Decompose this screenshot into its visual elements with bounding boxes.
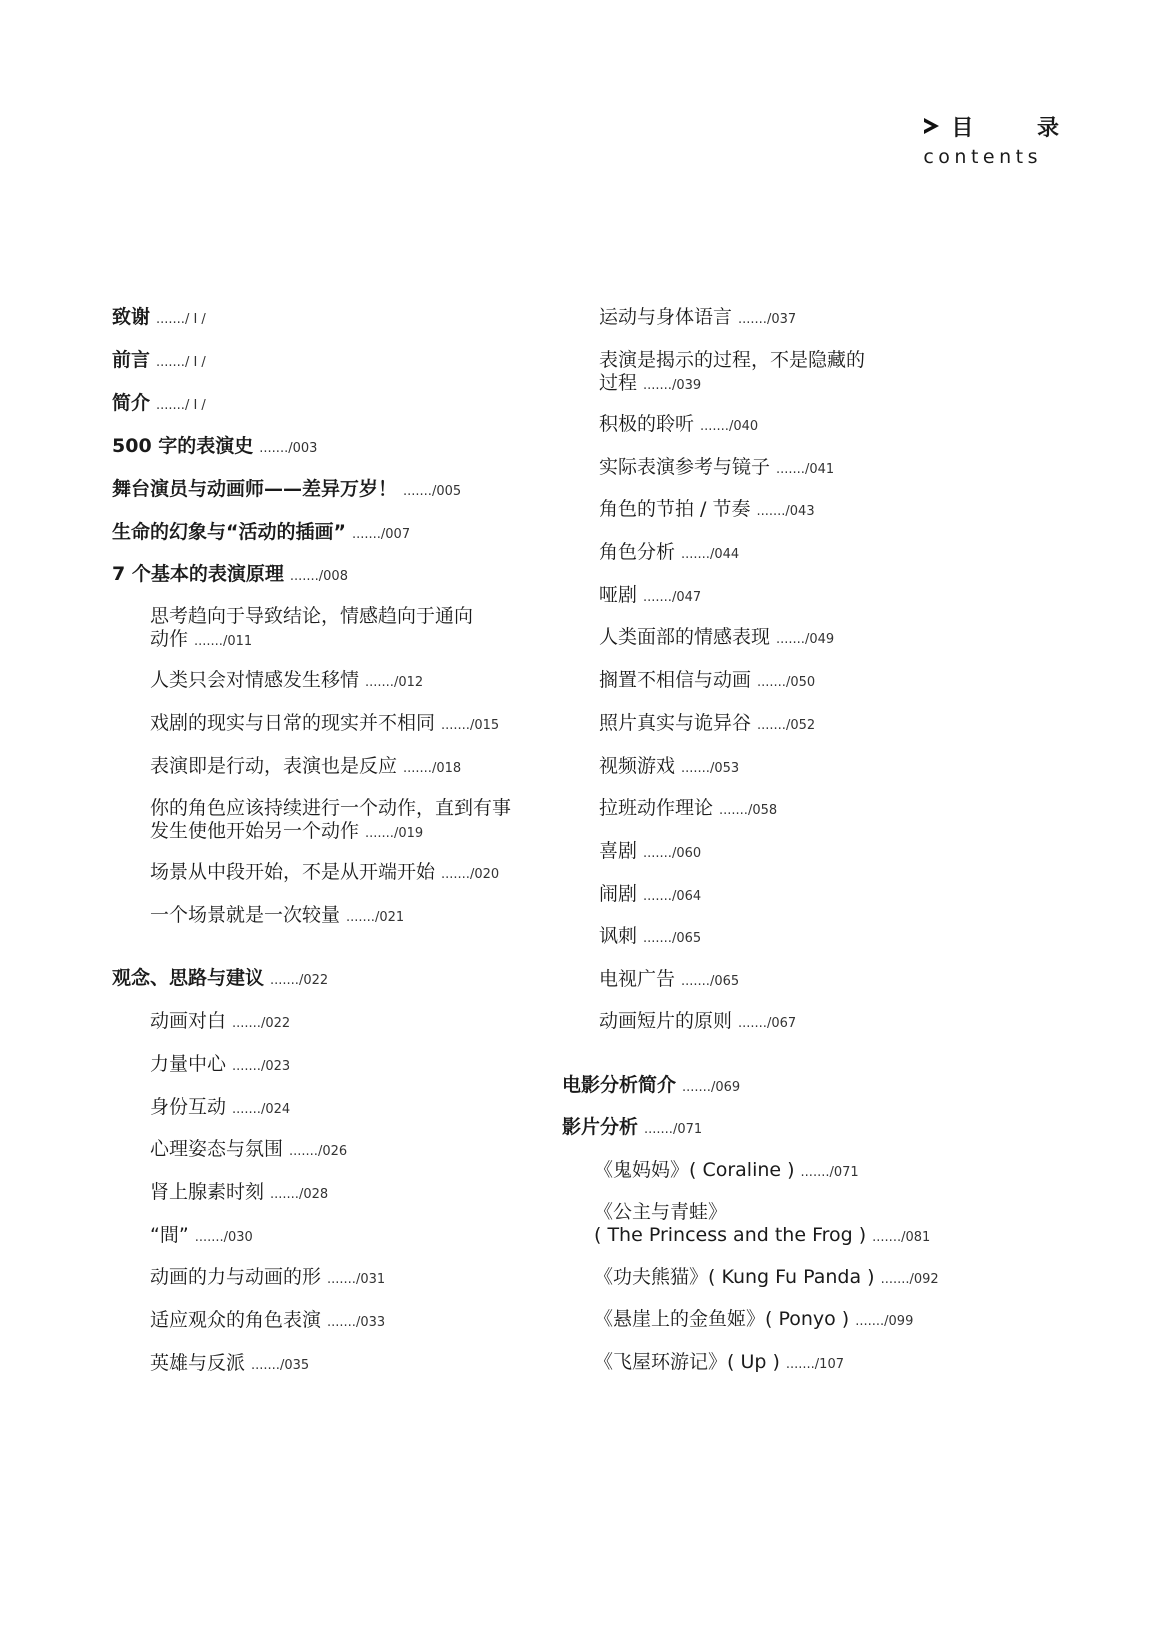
- toc-entry-page: ......./031: [327, 1272, 386, 1287]
- chevron-right-icon: [921, 115, 943, 137]
- toc-entry[interactable]: [150, 1352, 309, 1377]
- toc-entry[interactable]: [150, 755, 461, 780]
- toc-entry-page: ......./047: [643, 590, 702, 605]
- toc-entry[interactable]: [150, 605, 473, 653]
- toc-entry-title: 人类面部的情感表现: [599, 626, 771, 648]
- toc-entry-page: ......./039: [643, 378, 702, 393]
- toc-entry-page: ......./065: [643, 931, 702, 946]
- toc-entry-page: ......./044: [681, 547, 740, 562]
- toc-entry-page: ......./069: [682, 1080, 741, 1095]
- toc-entry[interactable]: [150, 1224, 253, 1249]
- toc-entry[interactable]: [599, 1010, 796, 1035]
- toc-entry[interactable]: [150, 669, 423, 694]
- toc-entry-title: 力量中心: [150, 1053, 227, 1075]
- toc-entry[interactable]: [150, 1266, 385, 1291]
- toc-entry-title: 照片真实与诡异谷: [599, 712, 752, 734]
- toc-entry[interactable]: [599, 456, 834, 481]
- toc-entry-page: ......./065: [681, 974, 740, 989]
- toc-entry[interactable]: [599, 840, 701, 865]
- toc-entry-page: ......./015: [441, 718, 500, 733]
- toc-entry[interactable]: [112, 967, 328, 992]
- toc-entry-title: 简介: [112, 392, 151, 414]
- toc-entry-title: 英雄与反派: [150, 1352, 246, 1374]
- toc-entry-title: 《飞屋环游记》( Up ): [594, 1351, 780, 1373]
- toc-entry-title: 《悬崖上的金鱼姬》( Ponyo ): [594, 1308, 850, 1330]
- toc-entry-title: 拉班动作理论: [599, 797, 714, 819]
- toc-entry[interactable]: [599, 541, 739, 566]
- toc-entry-title: 身份互动: [150, 1096, 227, 1118]
- toc-entry-title: 哑剧: [599, 584, 638, 606]
- toc-entry[interactable]: [599, 626, 834, 651]
- toc-entry-page: ......./020: [441, 867, 500, 882]
- toc-entry-title: 肾上腺素时刻: [150, 1181, 265, 1203]
- toc-entry[interactable]: [594, 1308, 913, 1333]
- toc-entry[interactable]: [150, 861, 499, 886]
- toc-entry-page: ......./ Ⅰ /: [156, 355, 206, 370]
- toc-entry-page: ......./030: [194, 1230, 253, 1245]
- toc-entry-title: 角色分析: [599, 541, 676, 563]
- toc-subtitle: contents: [923, 146, 1042, 168]
- toc-entry-page: ......./018: [403, 761, 462, 776]
- toc-entry-page: ......./092: [880, 1272, 939, 1287]
- toc-entry-title: 表演即是行动，表演也是反应: [150, 755, 398, 777]
- toc-entry-title-cont: ( The Princess and the Frog ): [594, 1224, 867, 1246]
- toc-entry[interactable]: [594, 1201, 930, 1249]
- toc-entry-page: ......./060: [643, 846, 702, 861]
- toc-entry-title: 适应观众的角色表演: [150, 1309, 322, 1331]
- toc-entry-page: ......./005: [403, 484, 462, 499]
- toc-entry[interactable]: [599, 712, 815, 737]
- toc-entry-page: ......./021: [346, 910, 405, 925]
- toc-title: 目 录: [951, 115, 1087, 141]
- toc-entry-title: 一个场景就是一次较量: [150, 904, 341, 926]
- toc-entry[interactable]: [599, 968, 739, 993]
- toc-entry-title: 积极的聆听: [599, 413, 695, 435]
- toc-entry[interactable]: [599, 349, 865, 397]
- toc-entry[interactable]: [599, 669, 815, 694]
- toc-entry[interactable]: [599, 413, 758, 438]
- toc-entry-page: ......./040: [700, 419, 759, 434]
- toc-entry-title: 舞台演员与动画师——差异万岁！: [112, 478, 398, 500]
- toc-entry-title: 思考趋向于导致结论，情感趋向于通向: [150, 605, 474, 627]
- toc-entry-title: 致谢: [112, 306, 151, 328]
- toc-entry[interactable]: [594, 1266, 939, 1291]
- toc-entry-page: ......./035: [251, 1358, 310, 1373]
- toc-entry-page: ......./022: [232, 1016, 291, 1031]
- toc-entry-title: 生命的幻象与“活动的插画”: [112, 521, 346, 543]
- toc-entry[interactable]: [150, 1053, 290, 1078]
- toc-entry-page: ......./019: [365, 826, 424, 841]
- toc-entry-title: 喜剧: [599, 840, 638, 862]
- toc-entry-page: ......./028: [270, 1187, 329, 1202]
- toc-entry[interactable]: [112, 521, 410, 546]
- toc-header: [921, 112, 1087, 168]
- toc-entry[interactable]: [150, 1181, 328, 1206]
- toc-entry-page: ......./049: [776, 632, 835, 647]
- toc-entry[interactable]: [150, 797, 511, 845]
- toc-entry-title: 动画的力与动画的形: [150, 1266, 322, 1288]
- toc-entry-title: 影片分析: [562, 1116, 639, 1138]
- toc-entry[interactable]: [562, 1074, 740, 1099]
- toc-entry-page: ......./003: [259, 441, 318, 456]
- toc-entry[interactable]: [150, 1309, 385, 1334]
- toc-entry[interactable]: [150, 1096, 290, 1121]
- toc-entry[interactable]: [150, 904, 404, 929]
- toc-entry-page: ......./064: [643, 889, 702, 904]
- toc-entry-page: ......./071: [800, 1165, 859, 1180]
- toc-entry[interactable]: [112, 392, 206, 417]
- toc-entry-title: 心理姿态与氛围: [150, 1138, 284, 1160]
- toc-entry-title: 场景从中段开始，不是从开端开始: [150, 861, 436, 883]
- toc-entry-page: ......./071: [644, 1122, 703, 1137]
- toc-title-row: [921, 112, 1087, 140]
- toc-entry-title: 你的角色应该持续进行一个动作，直到有事: [150, 797, 512, 819]
- toc-entry-page: ......./033: [327, 1315, 386, 1330]
- toc-entry[interactable]: [112, 563, 348, 588]
- toc-entry-title: 讽刺: [599, 925, 638, 947]
- toc-entry-title: 角色的节拍 / 节奏: [599, 498, 751, 520]
- toc-entry-page: ......./043: [756, 504, 815, 519]
- toc-entry-title: 《公主与青蛙》: [594, 1201, 728, 1223]
- toc-entry-page: ......./012: [365, 675, 424, 690]
- toc-entry[interactable]: [599, 925, 701, 950]
- toc-entry-page: ......./ Ⅰ /: [156, 398, 206, 413]
- toc-entry-title: 运动与身体语言: [599, 306, 733, 328]
- toc-entry[interactable]: [594, 1351, 844, 1376]
- toc-entry[interactable]: [112, 435, 317, 460]
- toc-entry[interactable]: [112, 349, 206, 374]
- toc-entry-page: ......./023: [232, 1059, 291, 1074]
- toc-entry[interactable]: [599, 755, 739, 780]
- toc-entry-title: 7 个基本的表演原理: [112, 563, 284, 585]
- toc-entry[interactable]: [150, 1010, 290, 1035]
- toc-entry-page: ......./007: [351, 527, 411, 542]
- toc-entry-title: 搁置不相信与动画: [599, 669, 752, 691]
- toc-entry-page: ......./022: [270, 973, 329, 988]
- toc-entry-title-cont: 过程: [599, 372, 638, 394]
- toc-entry-title: 戏剧的现实与日常的现实并不相同: [150, 712, 436, 734]
- toc-entry-page: ......./053: [681, 761, 740, 776]
- toc-entry[interactable]: [150, 1138, 347, 1163]
- toc-entry[interactable]: [599, 306, 796, 331]
- toc-entry-page: ......./050: [757, 675, 816, 690]
- toc-entry-title: 实际表演参考与镜子: [599, 456, 771, 478]
- toc-entry-page: ......./011: [194, 634, 253, 649]
- toc-entry[interactable]: [599, 498, 815, 523]
- toc-entry-page: ......./024: [232, 1102, 291, 1117]
- toc-entry-page: ......./026: [289, 1144, 348, 1159]
- toc-entry-page: ......./ Ⅰ /: [156, 312, 206, 327]
- toc-entry-title: 电影分析简介: [562, 1074, 677, 1096]
- toc-entry[interactable]: [594, 1159, 859, 1184]
- toc-entry-title-cont: 发生使他开始另一个动作: [150, 820, 360, 842]
- toc-entry-page: ......./058: [719, 803, 778, 818]
- toc-entry-page: ......./037: [738, 312, 797, 327]
- toc-entry-page: ......./081: [872, 1230, 931, 1245]
- toc-entry[interactable]: [599, 883, 701, 908]
- toc-entry-page: ......./099: [855, 1314, 914, 1329]
- toc-entry-title-cont: 动作: [150, 628, 189, 650]
- toc-entry[interactable]: [150, 712, 499, 737]
- toc-entry-title: 《功夫熊猫》( Kung Fu Panda ): [594, 1266, 875, 1288]
- toc-entry[interactable]: [562, 1116, 702, 1141]
- toc-entry-page: ......./008: [289, 569, 348, 584]
- toc-entry-title: 动画对白: [150, 1010, 227, 1032]
- toc-entry-title: 前言: [112, 349, 151, 371]
- toc-entry[interactable]: [112, 306, 206, 331]
- toc-entry-page: ......./052: [757, 718, 816, 733]
- toc-entry-title: 500 字的表演史: [112, 435, 254, 457]
- toc-entry-page: ......./067: [738, 1016, 797, 1031]
- toc-entry[interactable]: [599, 584, 701, 609]
- toc-entry-title: 观念、思路与建议: [112, 967, 265, 989]
- toc-entry-title: “間”: [150, 1224, 189, 1246]
- toc-entry-title: 电视广告: [599, 968, 676, 990]
- toc-entry[interactable]: [599, 797, 777, 822]
- toc-entry[interactable]: [112, 478, 461, 503]
- toc-entry-page: ......./107: [785, 1357, 844, 1372]
- toc-entry-title: 闹剧: [599, 883, 638, 905]
- toc-entry-title: 人类只会对情感发生移情: [150, 669, 360, 691]
- toc-entry-page: ......./041: [776, 462, 835, 477]
- toc-entry-title: 动画短片的原则: [599, 1010, 733, 1032]
- toc-entry-title: 表演是揭示的过程，不是隐藏的: [599, 349, 866, 371]
- toc-entry-title: 视频游戏: [599, 755, 676, 777]
- toc-entry-title: 《鬼妈妈》( Coraline ): [594, 1159, 795, 1181]
